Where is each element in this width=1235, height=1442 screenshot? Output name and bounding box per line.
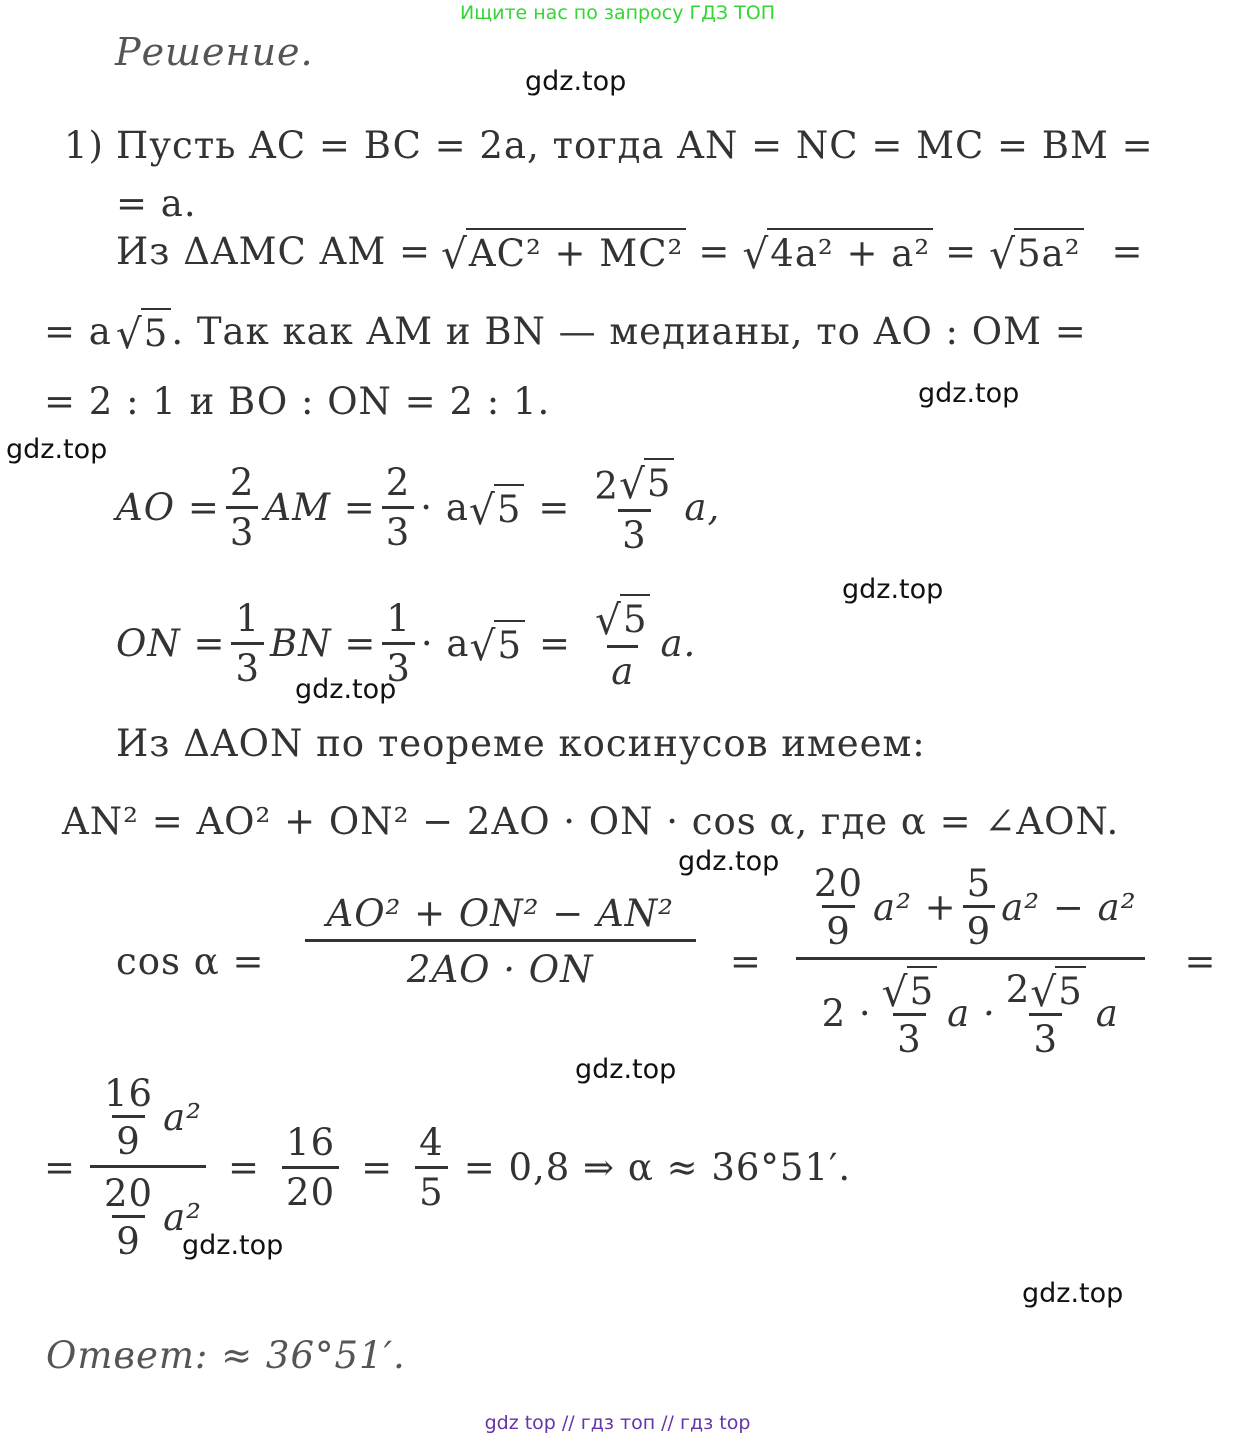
radicand: 4a² + a²	[767, 228, 933, 275]
formula-line	[44, 308, 1087, 359]
text-line: = 2 : 1 и BO : ON = 2 : 1.	[44, 380, 551, 423]
numerator	[796, 862, 1145, 957]
numerator: 4	[419, 1121, 444, 1164]
numerator: AO² + ON² − AN²	[326, 892, 674, 935]
formula-text: · a	[420, 622, 470, 666]
fraction: $\frac{16}{9}$	[104, 1072, 154, 1163]
denominator: a	[607, 645, 638, 693]
top-banner: Ищите нас по запросу ГДЗ ТОП	[460, 2, 775, 24]
formula-text: AO =	[116, 486, 220, 530]
fraction	[90, 1072, 206, 1263]
equals: =	[361, 1146, 394, 1189]
formula-text: a² − a²	[1001, 886, 1137, 929]
formula-text: a.	[660, 622, 697, 666]
watermark: gdz.top	[678, 846, 780, 877]
formula-text: a	[1095, 992, 1119, 1035]
numerator: 2 √ 5	[590, 458, 678, 509]
denominator	[796, 957, 1145, 1061]
equals: =	[538, 486, 571, 530]
radicand: 5	[494, 620, 525, 667]
formula-text: = 0,8 ⇒ α ≈ 36°51′.	[463, 1146, 852, 1189]
formula-text: ON =	[116, 622, 226, 666]
ao-formula	[116, 458, 720, 557]
formula-text: cos α =	[116, 940, 265, 983]
fraction	[591, 594, 654, 693]
formula-text: a,	[684, 486, 721, 530]
equals: =	[1111, 230, 1144, 273]
watermark: gdz.top	[842, 574, 944, 605]
formula-text: · a	[420, 486, 469, 530]
fraction	[231, 597, 264, 690]
fraction	[590, 458, 678, 557]
numerator: √ 5	[591, 594, 654, 645]
answer-line: Ответ: ≈ 36°51′.	[46, 1334, 406, 1377]
sqrt-expr: √ 5	[469, 484, 524, 531]
sqrt-expr: √ AC² + MC²	[441, 228, 686, 275]
watermark: gdz.top	[918, 378, 1020, 409]
formula-text: BN =	[270, 622, 377, 666]
fraction: √ 5 3	[878, 966, 941, 1061]
watermark: gdz.top	[182, 1230, 284, 1261]
fraction	[382, 461, 415, 554]
denominator: 5	[415, 1166, 448, 1214]
denominator: 3	[382, 506, 415, 554]
radicand: 5	[141, 308, 172, 355]
equals: =	[729, 940, 762, 983]
sqrt-expr: √ 5	[470, 620, 525, 667]
sqrt-expr: √ 5a²	[989, 228, 1083, 275]
equals: =	[228, 1146, 261, 1189]
radicand: 5	[494, 484, 525, 531]
denominator: 3	[226, 506, 259, 554]
formula-text: 2 ·	[821, 992, 872, 1035]
footer-links: gdz top // гдз топ // гдз top	[484, 1412, 751, 1434]
text-line: Пусть AC = BC = 2a, тогда AN = NC = MC = BM =	[116, 124, 1154, 167]
watermark: gdz.top	[295, 674, 397, 705]
item-number: 1)	[64, 124, 104, 167]
on-formula	[116, 594, 696, 693]
fraction: $\frac{20}{9}$	[104, 1172, 154, 1263]
numerator: 16	[286, 1121, 336, 1164]
fraction	[382, 597, 415, 690]
formula-line	[116, 228, 1144, 279]
radicand: 5a²	[1014, 228, 1083, 275]
denominator: 20	[282, 1166, 339, 1214]
cos-formula	[116, 862, 1217, 1061]
formula-text: a²	[163, 1196, 203, 1239]
formula-text: AM =	[264, 486, 376, 530]
equals: =	[698, 230, 731, 273]
fraction: $\frac{20}{9}$	[813, 862, 864, 953]
sqrt-expr: √ 4a² + a²	[742, 228, 933, 275]
numerator: 1	[386, 597, 411, 641]
watermark: gdz.top	[1022, 1278, 1124, 1309]
text-line: = a.	[116, 182, 197, 225]
fraction: $\frac{5}{9}$	[963, 862, 996, 953]
formula-text: a²	[163, 1096, 203, 1139]
numerator	[90, 1072, 206, 1165]
fraction	[282, 1121, 339, 1214]
watermark: gdz.top	[575, 1054, 677, 1085]
numerator: 1	[235, 597, 261, 641]
solution-heading: Решение.	[115, 30, 314, 74]
denominator	[90, 1165, 206, 1263]
numerator: 2	[385, 461, 411, 505]
fraction	[796, 862, 1145, 1061]
denominator: 3	[231, 642, 264, 690]
denominator: 3	[618, 509, 651, 557]
fraction: 2 √ 5 3	[1002, 966, 1090, 1061]
text-line: Из ΔAON по теореме косинусов имеем:	[116, 722, 926, 765]
denominator: 2AO · ON	[305, 939, 696, 991]
fraction	[226, 461, 259, 554]
watermark: gdz.top	[525, 66, 627, 97]
radicand: AC² + MC²	[466, 228, 686, 275]
equals: =	[538, 622, 571, 666]
denominator: 3	[382, 642, 415, 690]
equals: =	[945, 230, 978, 273]
formula-text: a ·	[947, 992, 996, 1035]
result-formula	[44, 1072, 851, 1263]
formula-text: . Так как AM и BN — медианы, то AO : OM =	[171, 310, 1087, 353]
formula-text: a² +	[873, 886, 957, 929]
fraction	[415, 1121, 448, 1214]
cosine-law: AN² = AO² + ON² − 2AO · ON · cos α, где α = ∠AON.	[62, 800, 1120, 843]
numerator: 2	[229, 461, 255, 505]
equals: =	[44, 1146, 77, 1189]
fraction	[305, 892, 696, 991]
formula-text: = a	[44, 310, 112, 353]
formula-text: Из ΔAMC AM =	[116, 230, 431, 273]
equals: =	[1184, 940, 1217, 983]
sqrt-expr: √ 5	[116, 308, 171, 355]
watermark: gdz.top	[6, 434, 108, 465]
